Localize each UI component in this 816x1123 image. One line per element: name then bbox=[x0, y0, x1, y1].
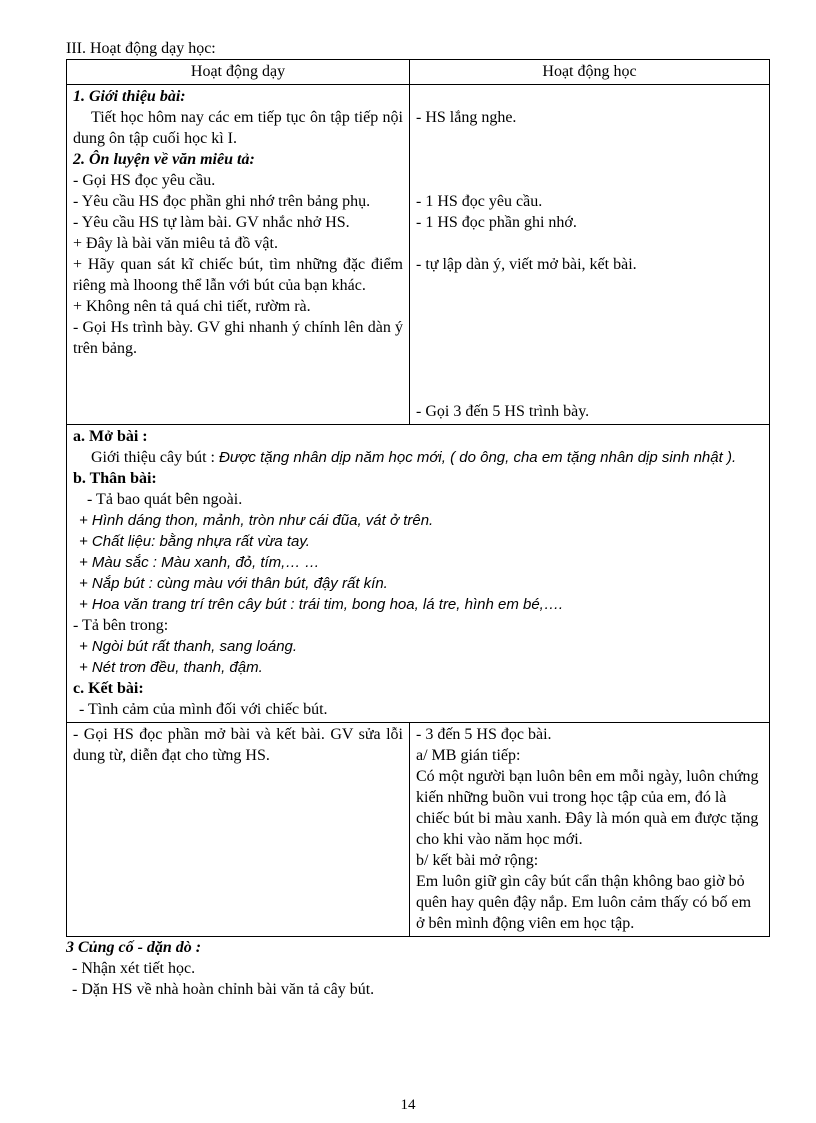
table-row bbox=[67, 723, 770, 937]
outline-b-item: + Ngòi bút rất thanh, sang loáng. bbox=[79, 638, 298, 655]
outline-b-outer: - Tả bao quát bên ngoài. bbox=[87, 491, 243, 508]
outline-c-text: - Tình cảm của mình đối với chiếc bút. bbox=[79, 701, 328, 718]
learn-step: - 3 đến 5 HS đọc bài. bbox=[416, 726, 552, 743]
learn-step: - tự lập dàn ý, viết mở bài, kết bài. bbox=[416, 256, 637, 273]
outline-b-inner: - Tả bên trong: bbox=[73, 617, 169, 634]
teach-step: - Gọi HS đọc phần mở bài và kết bài. GV sửa lỗi dung từ, diễn đạt cho từng HS. bbox=[73, 726, 403, 764]
outline-b-item: + Chất liệu: bằng nhựa rất vừa tay. bbox=[79, 533, 310, 550]
outline-b-title: b. Thân bài: bbox=[73, 470, 157, 487]
table-row bbox=[67, 85, 770, 425]
outline-a-detail: Được tặng nhân dịp năm học mới, ( do ông, cha em tặng nhân dịp sinh nhật ). bbox=[219, 449, 737, 466]
learn-step: Có một người bạn luôn bên em mỗi ngày, luôn chứng kiến những buồn vui trong học tập của em, đó là chiếc bút bi màu xanh. Đây là món quà em được tặng cho khi vào năm học mới. bbox=[416, 768, 759, 848]
outline-a-text bbox=[73, 447, 763, 468]
teach-step: - Yêu cầu HS tự làm bài. GV nhắc nhở HS. bbox=[73, 214, 350, 231]
review-title: 2. Ôn luyện về văn miêu tả: bbox=[73, 151, 255, 168]
learn-step: - 1 HS đọc yêu cầu. bbox=[416, 193, 543, 210]
closing-item: - Nhận xét tiết học. bbox=[72, 960, 196, 977]
outline-cell bbox=[67, 425, 770, 723]
outline-b-item: + Hoa văn trang trí trên cây bút : trái tim, bong hoa, lá tre, hình em bé,…. bbox=[79, 596, 563, 613]
outline-b-item: + Hình dáng thon, mảnh, tròn như cái đũa, vát ở trên. bbox=[79, 512, 434, 529]
col-learn-header: Hoạt động học bbox=[410, 60, 770, 85]
closing-section bbox=[66, 937, 770, 1000]
teach-step: + Đây là bài văn miêu tả đồ vật. bbox=[73, 235, 278, 252]
teach-step: + Không nên tả quá chi tiết, rườm rà. bbox=[73, 298, 311, 315]
lesson-page bbox=[66, 38, 770, 1000]
learn-step: - 1 HS đọc phần ghi nhớ. bbox=[416, 214, 577, 231]
activity-table bbox=[66, 59, 770, 937]
outline-a-lead: Giới thiệu cây bút : bbox=[91, 449, 219, 466]
page-number: 14 bbox=[400, 1097, 416, 1113]
learn-cell bbox=[410, 723, 770, 937]
intro-text: Tiết học hôm nay các em tiếp tục ôn tập tiếp nội dung ôn tập cuối học kì I. bbox=[73, 109, 403, 147]
learn-step: b/ kết bài mở rộng: bbox=[416, 852, 539, 869]
intro-title: 1. Giới thiệu bài: bbox=[73, 88, 186, 105]
outline-b-item: + Nét trơn đều, thanh, đậm. bbox=[79, 659, 263, 676]
learn-cell bbox=[410, 85, 770, 425]
teach-step: + Hãy quan sát kĩ chiếc bút, tìm những đặc điểm riêng mà lhoong thể lẫn với bút của bạn khác. bbox=[73, 256, 403, 294]
teach-cell bbox=[67, 85, 410, 425]
closing-item: - Dặn HS về nhà hoàn chỉnh bài văn tả cây bút. bbox=[72, 981, 375, 998]
outline-row bbox=[67, 425, 770, 723]
outline-b-item: + Nắp bút : cùng màu với thân bút, đậy rất kín. bbox=[79, 575, 388, 592]
learn-step: - Gọi 3 đến 5 HS trình bày. bbox=[416, 403, 590, 420]
outline-c-title: c. Kết bài: bbox=[73, 680, 144, 697]
learn-step: - HS lắng nghe. bbox=[416, 109, 517, 126]
teach-step: - Yêu cầu HS đọc phần ghi nhớ trên bảng phụ. bbox=[73, 193, 371, 210]
teach-step: - Gọi HS đọc yêu cầu. bbox=[73, 172, 216, 189]
learn-step: a/ MB gián tiếp: bbox=[416, 747, 521, 764]
outline-a-title: a. Mở bài : bbox=[73, 428, 148, 445]
closing-title: 3 Củng cố - dặn dò : bbox=[66, 939, 202, 956]
outline-b-item: + Màu sắc : Màu xanh, đỏ, tím,… … bbox=[79, 554, 320, 571]
col-teach-header: Hoạt động dạy bbox=[67, 60, 410, 85]
teach-cell bbox=[67, 723, 410, 937]
learn-step: Em luôn giữ gìn cây bút cẩn thận không bao giờ bỏ quên hay quên đậy nắp. Em luôn cảm thấy có bố em ở bên mình động viên em học tập. bbox=[416, 873, 752, 932]
teach-step: - Gọi Hs trình bày. GV ghi nhanh ý chính lên dàn ý trên bảng. bbox=[73, 319, 403, 357]
section-heading: III. Hoạt động dạy học: bbox=[66, 40, 216, 57]
table-header-row bbox=[67, 60, 770, 85]
